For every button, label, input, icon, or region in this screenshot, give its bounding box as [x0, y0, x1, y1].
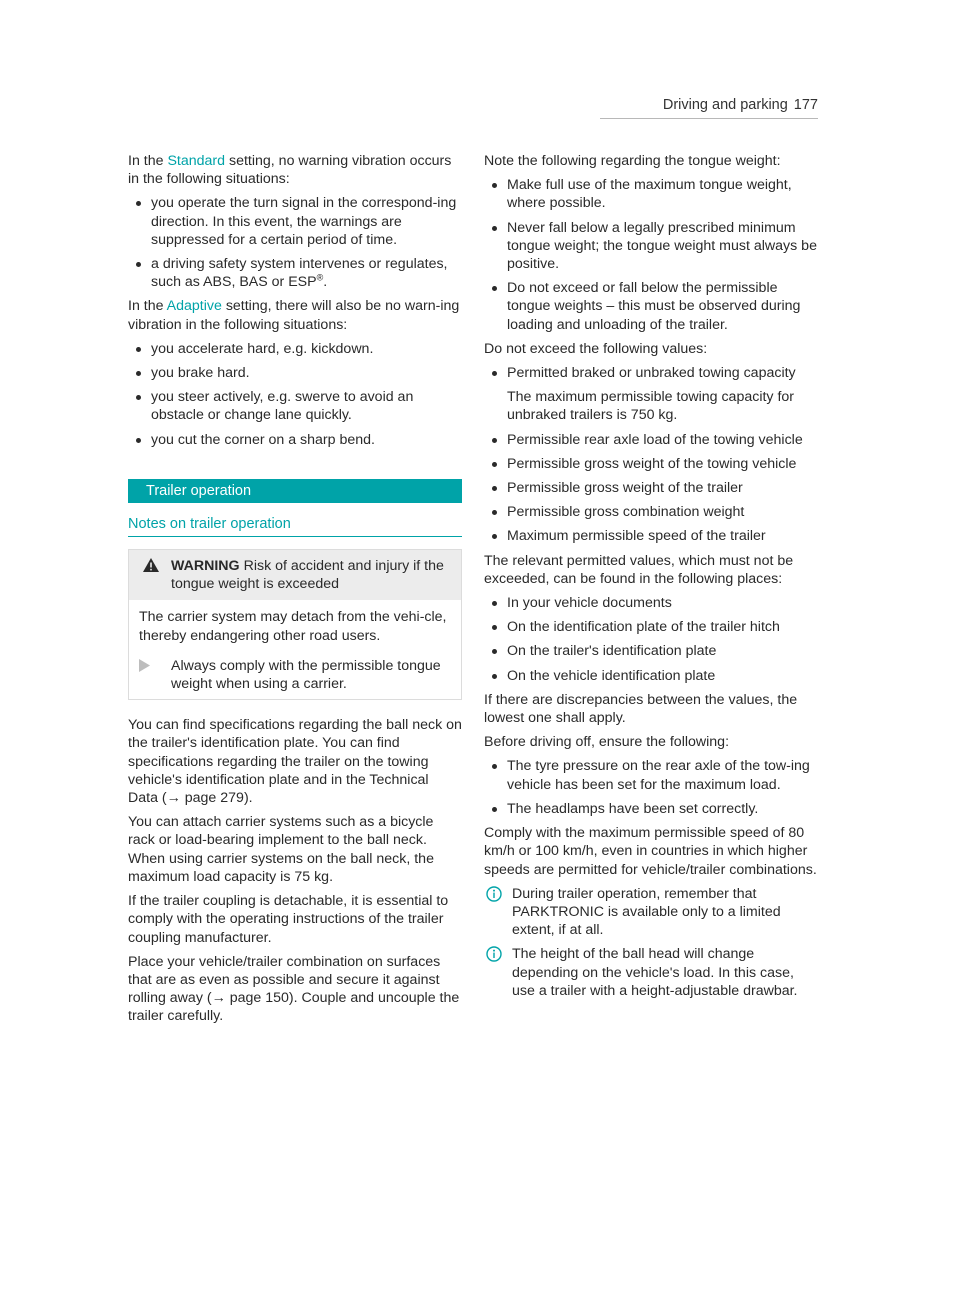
bullet-icon: [136, 438, 141, 443]
header-divider: [600, 118, 818, 119]
info-note-icon: [486, 946, 502, 967]
warning-header: [129, 550, 461, 600]
bullet-icon: [492, 183, 497, 188]
left-column: [128, 152, 462, 1032]
running-header: [600, 96, 818, 114]
list-item: you accelerate hard, e.g. kickdown.: [128, 340, 462, 358]
bullet-icon: [492, 438, 497, 443]
right-column: [484, 152, 818, 1006]
adaptive-setting-name: Adaptive: [166, 298, 222, 315]
list-item: Do not exceed or fall below the permissible tongue weights – this must be observed during loading and unloading of the trailer.: [484, 279, 818, 334]
bullet-icon: [492, 601, 497, 606]
values-intro: Do not exceed the following values:: [484, 340, 708, 357]
page-number: 177: [793, 97, 818, 113]
bullet-icon: [136, 395, 141, 400]
warning-title: WARNING: [171, 558, 240, 575]
bullet-icon: [492, 649, 497, 654]
tongue-weight-intro: Note the following regarding the tongue weight:: [484, 153, 781, 169]
warning-action: [139, 657, 451, 693]
list-item: On the vehicle identification plate: [484, 667, 818, 685]
warning-box: [128, 549, 462, 700]
before-driving-list: [484, 757, 818, 818]
placement-paragraph: Place your vehicle/trailer combination on surfaces that are as even as possible and secure it against rolling away (→ page 150). Couple and uncouple the trailer carefully.: [128, 953, 460, 1025]
info-note-icon: [486, 886, 502, 907]
bullet-icon: [492, 674, 497, 679]
list-item: you brake hard.: [128, 364, 462, 382]
list-item: Permissible gross combination weight: [484, 503, 818, 521]
list-item: Permissible rear axle load of the towing vehicle: [484, 431, 818, 449]
warning-triangle-icon: [143, 558, 159, 577]
speed-paragraph: Comply with the maximum permissible speed of 80 km/h or 100 km/h, even in countries in which higher speeds are permitted for vehicle/trailer combinations.: [484, 825, 817, 878]
adaptive-setting-list: [128, 340, 462, 449]
list-item: Make full use of the maximum tongue weight, where possible.: [484, 176, 818, 212]
list-item: Permissible gross weight of the towing vehicle: [484, 455, 818, 473]
list-item: In your vehicle documents: [484, 594, 818, 612]
warning-text: Risk of accident and injury if the tongue weight is exceeded: [171, 558, 444, 593]
values-list: [484, 364, 818, 546]
bullet-icon: [492, 534, 497, 539]
standard-setting-name: Standard: [167, 153, 226, 169]
list-item: you operate the turn signal in the correspond-ing direction. In this event, the warnings are suppressed for a certain period of time.: [128, 194, 462, 249]
warning-description: The carrier system may detach from the vehi-cle, thereby endangering other road users.: [139, 609, 447, 644]
warning-action-text: Always comply with the permissible tongue weight when using a carrier.: [171, 657, 441, 693]
bullet-icon: [136, 371, 141, 376]
towing-capacity-note: The maximum permissible towing capacity for unbraked trailers is 750 kg.: [507, 389, 794, 424]
list-item: On the trailer's identification plate: [484, 642, 818, 660]
bullet-icon: [492, 462, 497, 467]
list-item: On the identification plate of the trailer hitch: [484, 618, 818, 636]
list-item: Maximum permissible speed of the trailer: [484, 527, 818, 545]
bullet-icon: [492, 510, 497, 515]
bullet-icon: [136, 201, 141, 206]
note-ball-head: The height of the ball head will change depending on the vehicle's load. In this case, use a trailer with a height-adjustable drawbar.: [484, 945, 818, 1000]
discrepancies-paragraph: If there are discrepancies between the values, the lowest one shall apply.: [484, 691, 798, 727]
list-item: The tyre pressure on the rear axle of the tow-ing vehicle has been set for the maximum load.: [484, 757, 818, 793]
adaptive-setting-paragraph: In the Adaptive setting, there will also be no warn-ing vibration in the following situations:: [128, 298, 460, 333]
places-list: [484, 594, 818, 685]
bullet-icon: [492, 625, 497, 630]
bullet-icon: [492, 807, 497, 812]
list-item: The headlamps have been set correctly.: [484, 800, 818, 818]
permitted-values-paragraph: The relevant permitted values, which must not be exceeded, can be found in the following places:: [484, 552, 794, 587]
list-item: Permitted braked or unbraked towing capacity The maximum permissible towing capacity for unbraked trailers is 750 kg.: [484, 364, 818, 425]
bullet-icon: [492, 226, 497, 231]
bullet-icon: [492, 486, 497, 491]
detachable-coupling-paragraph: If the trailer coupling is detachable, it is essential to comply with the operating instructions of the trailer coupling manufacturer.: [128, 893, 449, 946]
carrier-systems-paragraph: You can attach carrier systems such as a bicycle rack or load-bearing implement to the ball neck. When using carrier systems on the ball neck, the maximum load capacity is 75 kg.: [128, 814, 434, 885]
bullet-icon: [136, 262, 141, 267]
note-parktronic: During trailer operation, remember that PARKTRONIC is available only to a limited extent, if at all.: [484, 885, 818, 940]
list-item: Never fall below a legally prescribed minimum tongue weight; the tongue weight must always be positive.: [484, 219, 818, 274]
warning-body: [129, 600, 461, 699]
bullet-icon: [492, 286, 497, 291]
standard-setting-list: [128, 194, 462, 291]
list-item: a driving safety system intervenes or regulates, such as ABS, BAS or ESP®.: [128, 255, 462, 291]
bullet-icon: [492, 371, 497, 376]
list-item: you cut the corner on a sharp bend.: [128, 431, 462, 449]
subsection-heading-notes: Notes on trailer operation: [128, 515, 462, 537]
list-item: Permissible gross weight of the trailer: [484, 479, 818, 497]
list-item: you steer actively, e.g. swerve to avoid an obstacle or change lane quickly.: [128, 388, 462, 424]
bullet-icon: [492, 764, 497, 769]
specifications-paragraph: You can find specifications regarding the ball neck on the trailer's identification plate. You can find specifications regarding the trailer on the towing vehicle's identification plate and in the Technical Data (→ page 279).: [128, 717, 462, 807]
section-heading-trailer-operation: Trailer operation: [128, 479, 462, 503]
tongue-weight-list: [484, 176, 818, 334]
header-section-title: Driving and parking: [662, 97, 788, 113]
standard-setting-paragraph: In the Standard setting, no warning vibration occurs in the following situations:: [128, 153, 452, 188]
before-driving-paragraph: Before driving off, ensure the following:: [484, 734, 730, 751]
bullet-icon: [136, 347, 141, 352]
action-arrow-icon: [139, 659, 150, 677]
